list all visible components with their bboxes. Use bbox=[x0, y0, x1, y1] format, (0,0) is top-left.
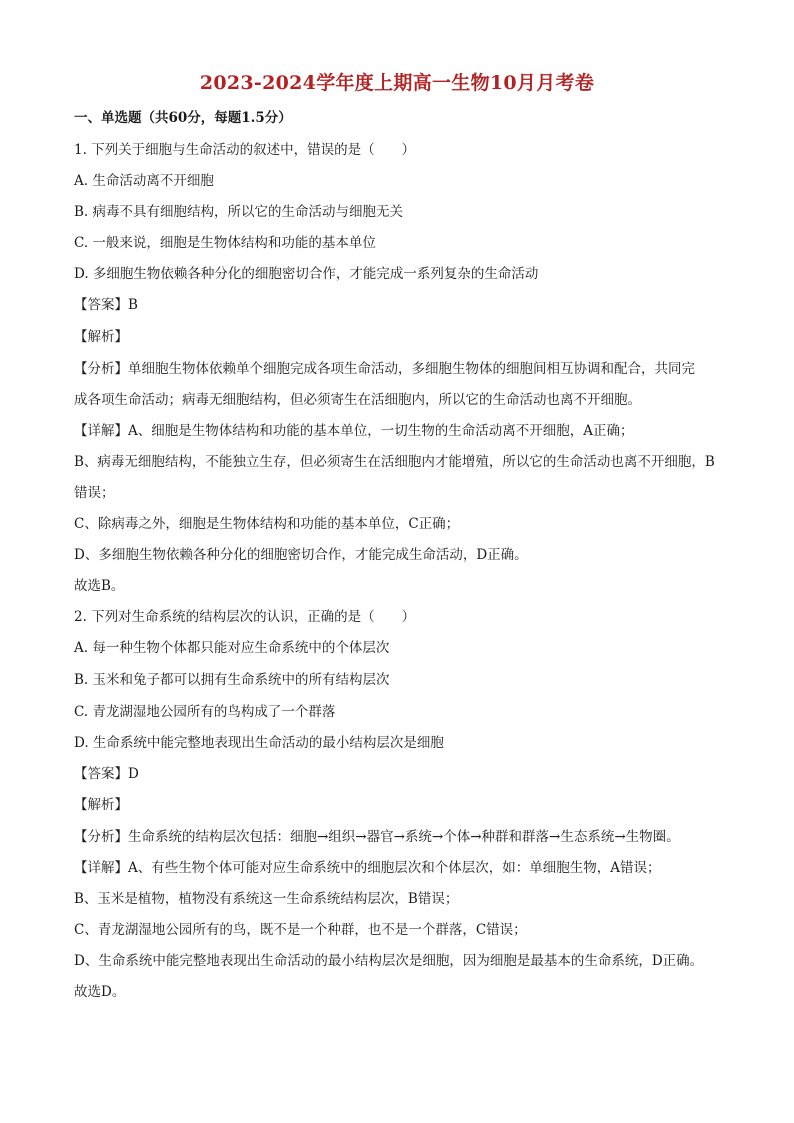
question-1-detail-line-3: 错误； bbox=[74, 485, 115, 501]
question-2-option-b: B. 玉米和兔子都可以拥有生命系统中的所有结构层次 bbox=[74, 672, 390, 688]
question-2-fenxi-line-1: 【分析】生命系统的结构层次包括：细胞→组织→器官→系统→个体→种群和群落→生态系统→生物圈。 bbox=[74, 829, 680, 845]
question-2-analysis-label: 【解析】 bbox=[74, 797, 128, 813]
question-2-detail-line-2: B、玉米是植物，植物没有系统这一生命系统结构层次，B错误； bbox=[74, 891, 459, 907]
question-2-stem: 2. 下列对生命系统的结构层次的认识，正确的是（ ） bbox=[74, 609, 416, 625]
question-1-analysis-label: 【解析】 bbox=[74, 329, 128, 345]
question-2-conclusion: 故选D。 bbox=[74, 984, 126, 1000]
document-title: 2023-2024学年度上期高一生物10月月考卷 bbox=[199, 72, 595, 94]
question-1-option-d: D. 多细胞生物依赖各种分化的细胞密切合作，才能完成一系列复杂的生命活动 bbox=[74, 266, 539, 282]
question-1-option-a: A. 生命活动离不开细胞 bbox=[74, 173, 214, 189]
question-2-option-a: A. 每一种生物个体都只能对应生命系统中的个体层次 bbox=[74, 640, 390, 656]
question-1-fenxi-line-1: 【分析】单细胞生物体依赖单个细胞完成各项生命活动，多细胞生物体的细胞间相互协调和配合，共同完 bbox=[74, 361, 695, 377]
question-1-option-b: B. 病毒不具有细胞结构，所以它的生命活动与细胞无关 bbox=[74, 204, 404, 220]
question-1-detail-line-4: C、除病毒之外，细胞是生物体结构和功能的基本单位，C正确； bbox=[74, 516, 460, 532]
question-1-detail-line-5: D、多细胞生物依赖各种分化的细胞密切合作，才能完成生命活动，D正确。 bbox=[74, 547, 528, 563]
question-1-stem: 1. 下列关于细胞与生命活动的叙述中，错误的是（ ） bbox=[74, 142, 416, 158]
question-2-detail-line-4: D、生命系统中能完整地表现出生命活动的最小结构层次是细胞，因为细胞是最基本的生命系统，D正确。 bbox=[74, 953, 704, 969]
question-1-conclusion: 故选B。 bbox=[74, 578, 125, 594]
question-1-answer: 【答案】B bbox=[74, 297, 138, 313]
section-heading: 一、单选题（共60分，每题1.5分） bbox=[74, 110, 292, 126]
question-2-option-d: D. 生命系统中能完整地表现出生命活动的最小结构层次是细胞 bbox=[74, 735, 444, 751]
question-1-detail-line-2: B、病毒无细胞结构，不能独立生存，但必须寄生在活细胞内才能增殖，所以它的生命活动也离不开细胞，B bbox=[74, 454, 715, 470]
question-2-detail-line-3: C、青龙湖湿地公园所有的鸟，既不是一个种群，也不是一个群落，C错误； bbox=[74, 922, 527, 938]
question-2-answer: 【答案】D bbox=[74, 766, 139, 782]
question-2-detail-line-1: 【详解】A、有些生物个体可能对应生命系统中的细胞层次和个体层次，如：单细胞生物，A错误； bbox=[74, 860, 661, 876]
question-1-detail-line-1: 【详解】A、细胞是生物体结构和功能的基本单位，一切生物的生命活动离不开细胞，A正确； bbox=[74, 423, 634, 439]
question-1-option-c: C. 一般来说，细胞是生物体结构和功能的基本单位 bbox=[74, 235, 376, 251]
question-1-fenxi-line-2: 成各项生命活动；病毒无细胞结构，但必须寄生在活细胞内，所以它的生命活动也离不开细胞。 bbox=[74, 392, 641, 408]
question-2-option-c: C. 青龙湖湿地公园所有的鸟构成了一个群落 bbox=[74, 704, 336, 720]
